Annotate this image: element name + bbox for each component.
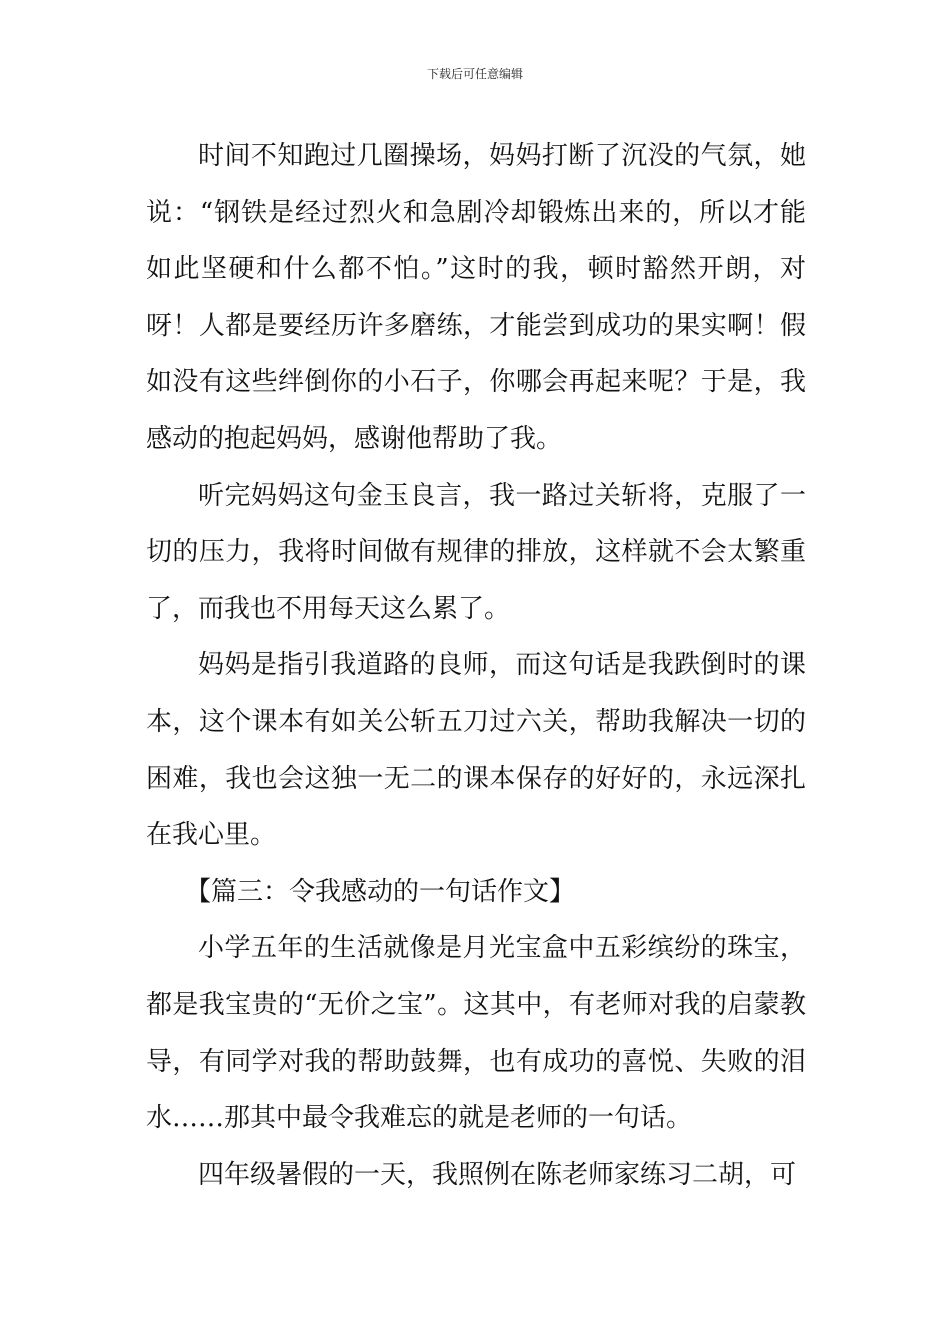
paragraph-2: 听完妈妈这句金玉良言，我一路过关斩将，克服了一切的压力，我将时间做有规律的排放，这样就不会太繁重了，而我也不用每天这么累了。 [146, 480, 806, 624]
paragraph-5: 四年级暑假的一天，我照例在陈老师家练习二胡，可 [198, 1159, 797, 1190]
paragraph-1: 时间不知跑过几圈操场，妈妈打断了沉没的气氛，她说：“钢铁是经过烈火和急剧冷却锻炼出来的，所以才能如此坚硬和什么都不怕。”这时的我，顿时豁然开朗，对呀！人都是要经历许多磨练，才能尝到成功的果实啊！假如没有这些绊倒你的小石子，你哪会再起来呢？于是，我感动的抱起妈妈，感谢他帮助了我。 [146, 141, 806, 454]
paragraph-4: 小学五年的生活就像是月光宝盒中五彩缤纷的珠宝，都是我宝贵的“无价之宝”。这其中，有老师对我的启蒙教导，有同学对我的帮助鼓舞，也有成功的喜悦、失败的泪水……那其中最令我难忘的就是老师的一句话。 [146, 933, 806, 1134]
page-header: 下载后可任意编辑 [426, 67, 523, 81]
document-body [146, 128, 806, 1203]
section-heading: 【篇三：令我感动的一句话作文】 [185, 876, 576, 907]
paragraph-3: 妈妈是指引我道路的良师，而这句话是我跌倒时的课本，这个课本有如关公斩五刀过六关，帮助我解决一切的困难，我也会这独一无二的课本保存的好好的，永远深扎在我心里。 [146, 650, 806, 851]
